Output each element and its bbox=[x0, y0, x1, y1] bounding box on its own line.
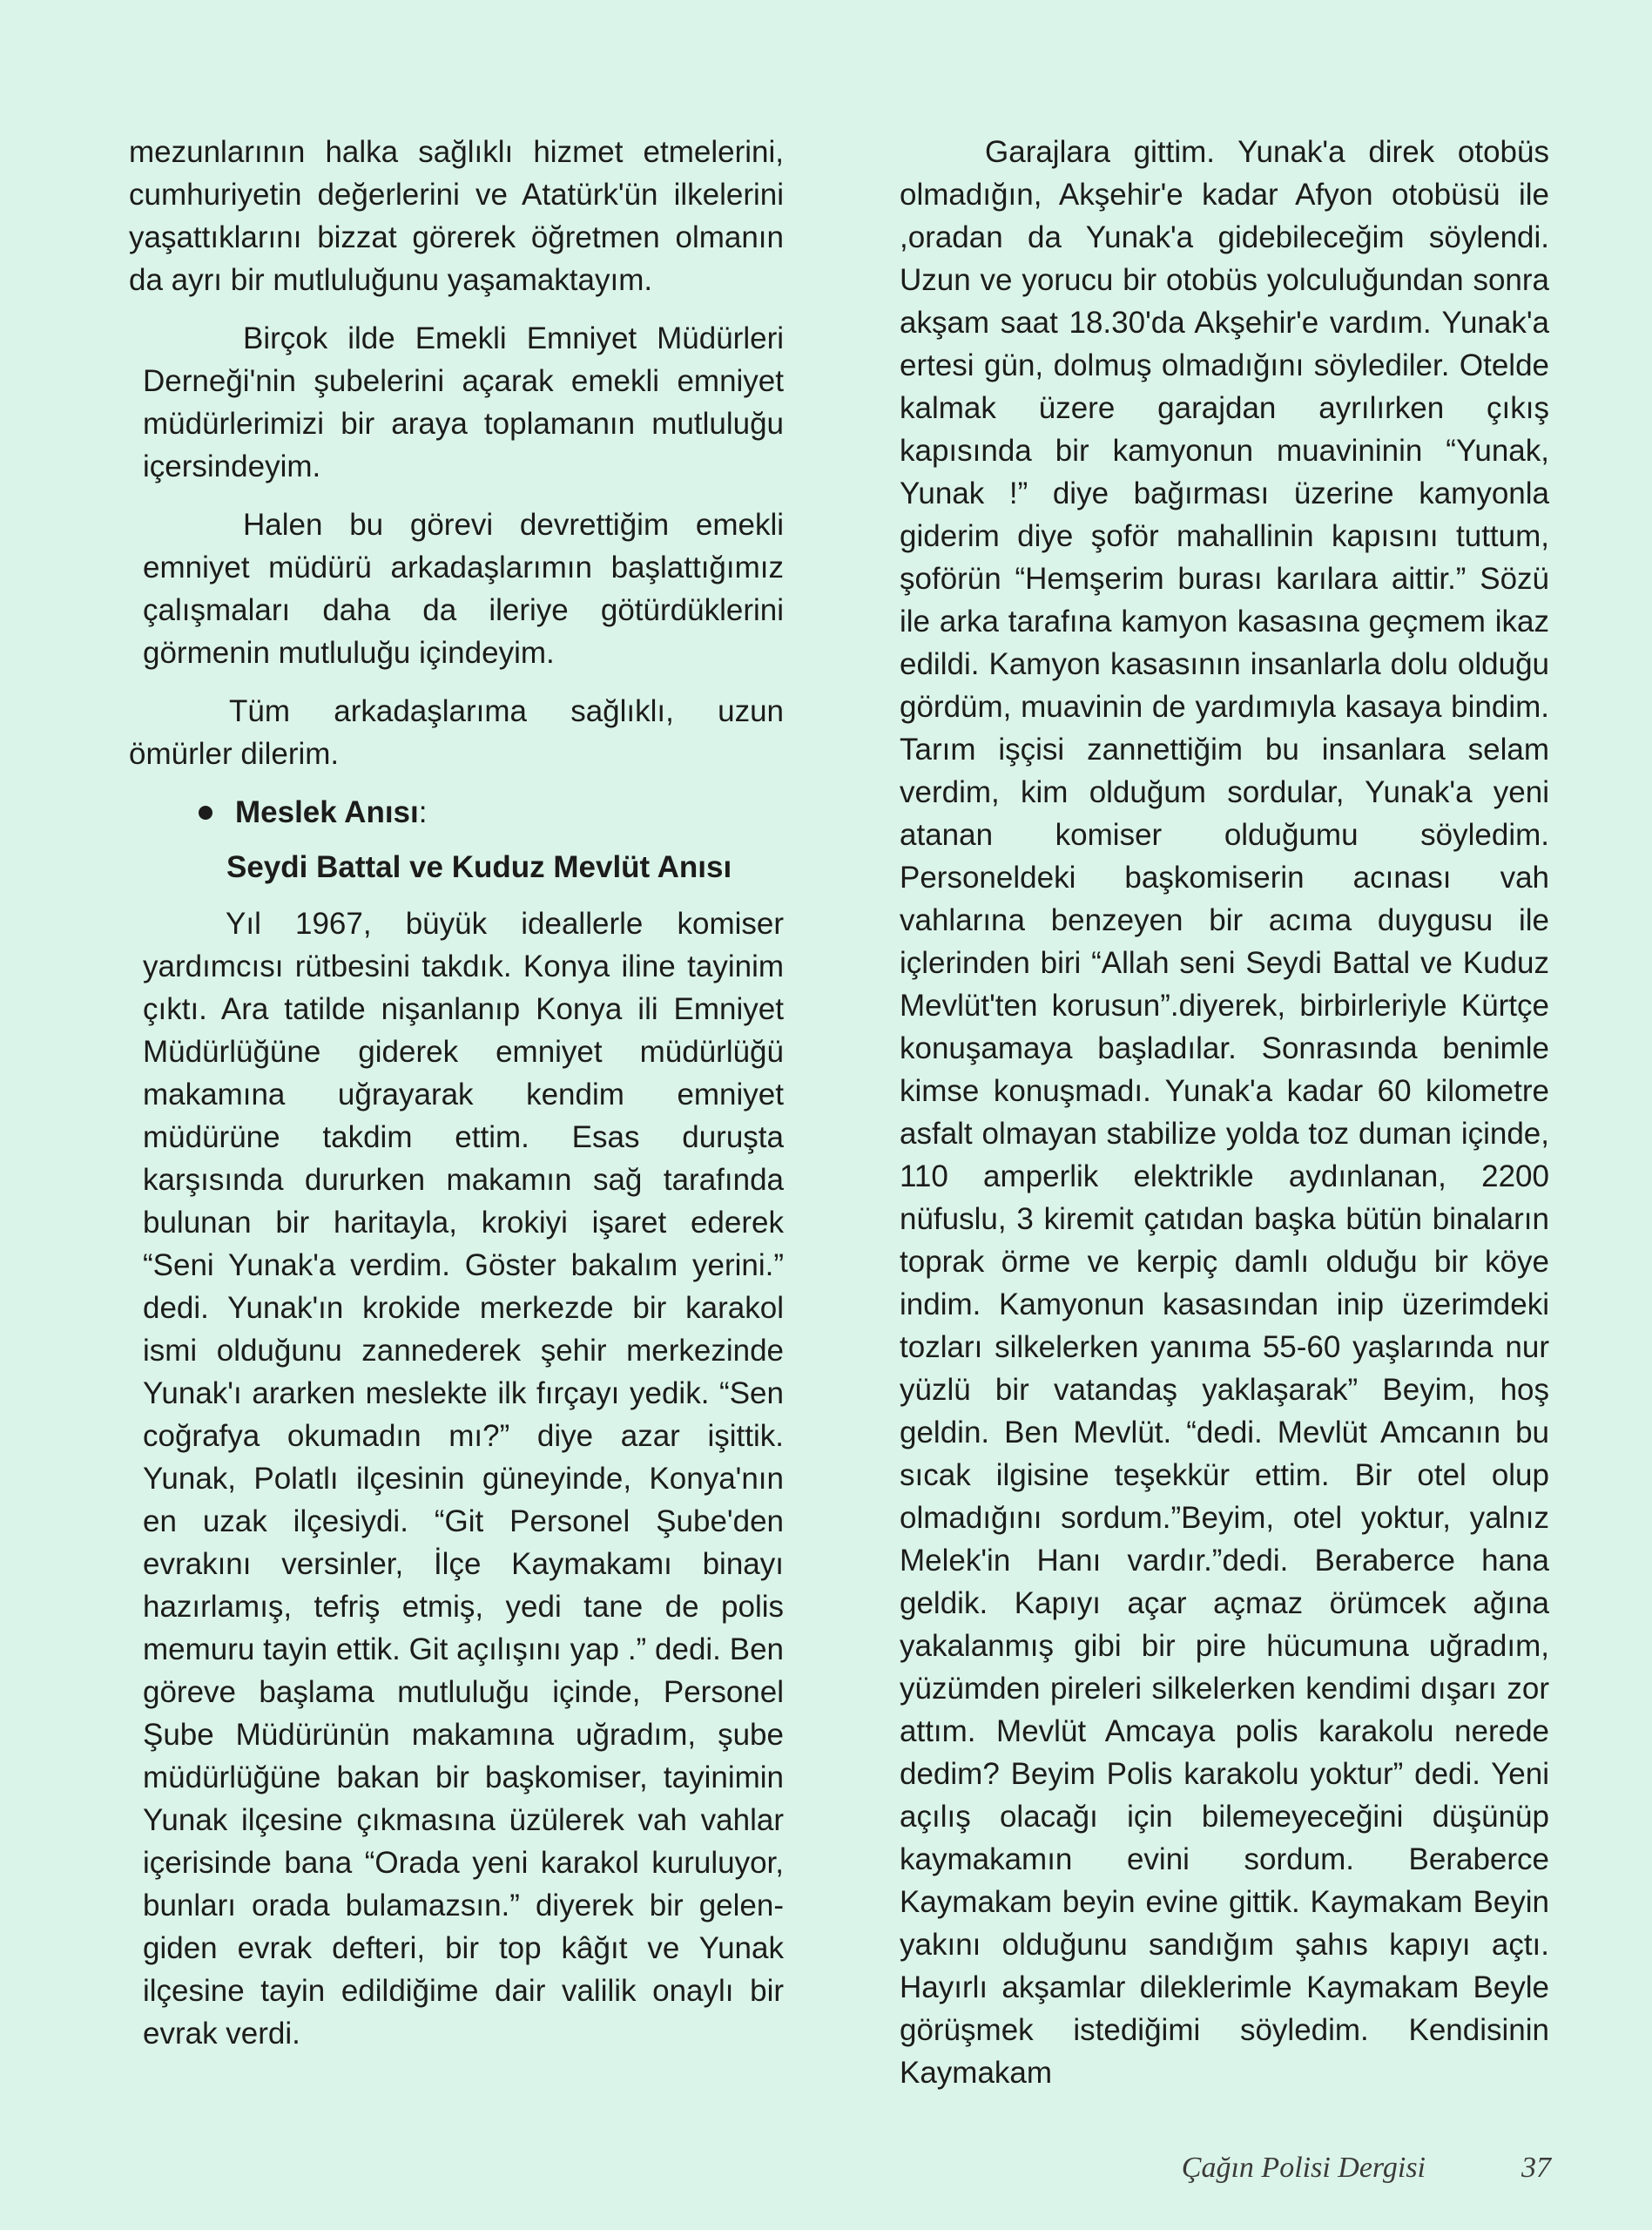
story-title: Seydi Battal ve Kuduz Mevlüt Anısı bbox=[226, 850, 732, 884]
paragraph: mezunlarının halka sağlıklı hizmet etmelerini, cumhuriyetin değerlerini ve Atatürk'ün ilkelerini yaşattıklarını bizzat görerek öğretmen olmanın da ayrı bir mutluluğunu yaşamaktayım. bbox=[129, 135, 784, 297]
paragraph: Halen bu görevi devrettiğim emekli emniyet müdürü arkadaşlarımın başlattığımız çalışmaları daha da ileriye götürdüklerini görmenin mutluluğu içindeyim. bbox=[143, 508, 784, 670]
section-heading: Meslek Anısı bbox=[235, 795, 419, 829]
paragraph: Yıl 1967, büyük ideallerle komiser yardımcısı rütbesini takdık. Konya iline tayinim çıktı. Ara tatilde nişanlanıp Konya ili Emniyet Müdürlüğüne giderek emniyet müdürlüğü makamına uğrayarak kendim emniyet müdürüne takdim ettim. Esas duruşta karşısında dururken makamın sağ tarafında bulunan bir haritayla, krokiyi işaret ederek “Seni Yunak'a verdim. Göster bakalım yerini.” dedi. Yunak'ın krokide merkezde bir karakol ismi olduğunu zannederek şehir merkezinde Yunak'ı ararken meslekte ilk fırçayı yedik. “Sen coğrafya okumadın mı?” diye azar işittik. Yunak, Polatlı ilçesinin güneyinde, Konya'nın en uzak ilçesiydi. “Git Personel Şube'den evrakını versinler, İlçe Kaymakamı binayı hazırlamış, tefriş etmiş, yedi tane de polis memuru tayin ettik. Git açılışını yap .” dedi. Ben göreve başlama mutluluğu içinde, Personel Şube Müdürünün makamına uğradım, şube müdürlüğüne bakan bir başkomiser, tayinimin Yunak ilçesine çıkmasına üzülerek vah vahlar içerisinde bana “Orada yeni karakol kuruluyor, bunları orada bulamazsın.” diyerek bir gelen- giden evrak defteri, bir top kâğıt ve Yunak ilçesine tayin edildiğime dair valilik onaylı bir evrak verdi. bbox=[143, 907, 784, 2051]
page-footer bbox=[1182, 2152, 1551, 2185]
left-column bbox=[129, 131, 784, 2055]
paragraph: Tüm arkadaşlarıma sağlıklı, uzun ömürler dilerim. bbox=[129, 694, 784, 771]
heading-colon: : bbox=[418, 795, 428, 829]
bullet-icon bbox=[199, 806, 212, 820]
right-column bbox=[900, 131, 1549, 2094]
paragraph: Garajlara gittim. Yunak'a direk otobüs olmadığın, Akşehir'e kadar Afyon otobüsü ile ,oradan da Yunak'a gidebileceğim söylendi. Uzun ve yorucu bir otobüs yolculuğundan sonra akşam saat 18.30'da Akşehir'e vardım. Yunak'a ertesi gün, dolmuş olmadığını söylediler. Otelde kalmak üzere garajdan ayrılırken çıkış kapısında bir kamyonun muavininin “Yunak, Yunak !” diye bağırması üzerine kamyonla giderim diye şoför mahallinin kapısını tuttum, şoförün “Hemşerim burası karılara aittir.” Sözü ile arka tarafına kamyon kasasına geçmem ikaz edildi. Kamyon kasasının insanlarla dolu olduğu gördüm, muavinin de yardımıyla kasaya bindim. Tarım işçisi zannettiğim bu insanlara selam verdim, kim olduğum sordular, Yunak'a yeni atanan komiser olduğumu söyledim. Personeldeki başkomiserin acınası vah vahlarına benzeyen bir acıma duygusu ile içlerinden biri “Allah seni Seydi Battal ve Kuduz Mevlüt'ten korusun”.diyerek, birbirleriyle Kürtçe konuşamaya başladılar. Sonrasında benimle kimse konuşmadı. Yunak'a kadar 60 kilometre asfalt olmayan stabilize yolda toz duman içinde, 110 amperlik elektrikle aydınlanan, 2200 nüfuslu, 3 kiremit çatıdan başka bütün binaların toprak örme ve kerpiç damlı olduğu bir köye indim. Kamyonun kasasından inip üzerimdeki tozları silkelerken yanıma 55-60 yaşlarında nur yüzlü bir vatandaş yaklaşarak” Beyim, hoş geldin. Ben Mevlüt. “dedi. Mevlüt Amcanın bu sıcak ilgisine teşekkür ettim. Bir otel olup olmadığını sordum.”Beyim, otel yoktur, yalnız Melek'in Hanı vardır.”dedi. Beraberce hana geldik. Kapıyı açar açmaz örümcek ağına yakalanmış gibi bir pire hücumuna uğradım, yüzümden pireleri silkelerken kendimi dışarı zor attım. Mevlüt Amcaya polis karakolu nerede dedim? Beyim Polis karakolu yoktur” dedi. Yeni açılış olacağı için bilemeyeceğini düşünüp kaymakamın evini sordum. Beraberce Kaymakam beyin evine gittik. Kaymakam Beyin yakını olduğunu sandığım şahıs kapıyı açtı. Hayırlı akşamlar dileklerimle Kaymakam Beyle görüşmek istediğimi söyledim. Kendisinin Kaymakam bbox=[900, 135, 1549, 2090]
page-number: 37 bbox=[1521, 2152, 1551, 2184]
paragraph: Birçok ilde Emekli Emniyet Müdürleri Derneği'nin şubelerini açarak emekli emniyet müdürlerimizi bir araya toplamanın mutluluğu içersindeyim. bbox=[143, 321, 784, 483]
section-bullet bbox=[199, 791, 784, 834]
magazine-title: Çağın Polisi Dergisi bbox=[1181, 2152, 1426, 2184]
